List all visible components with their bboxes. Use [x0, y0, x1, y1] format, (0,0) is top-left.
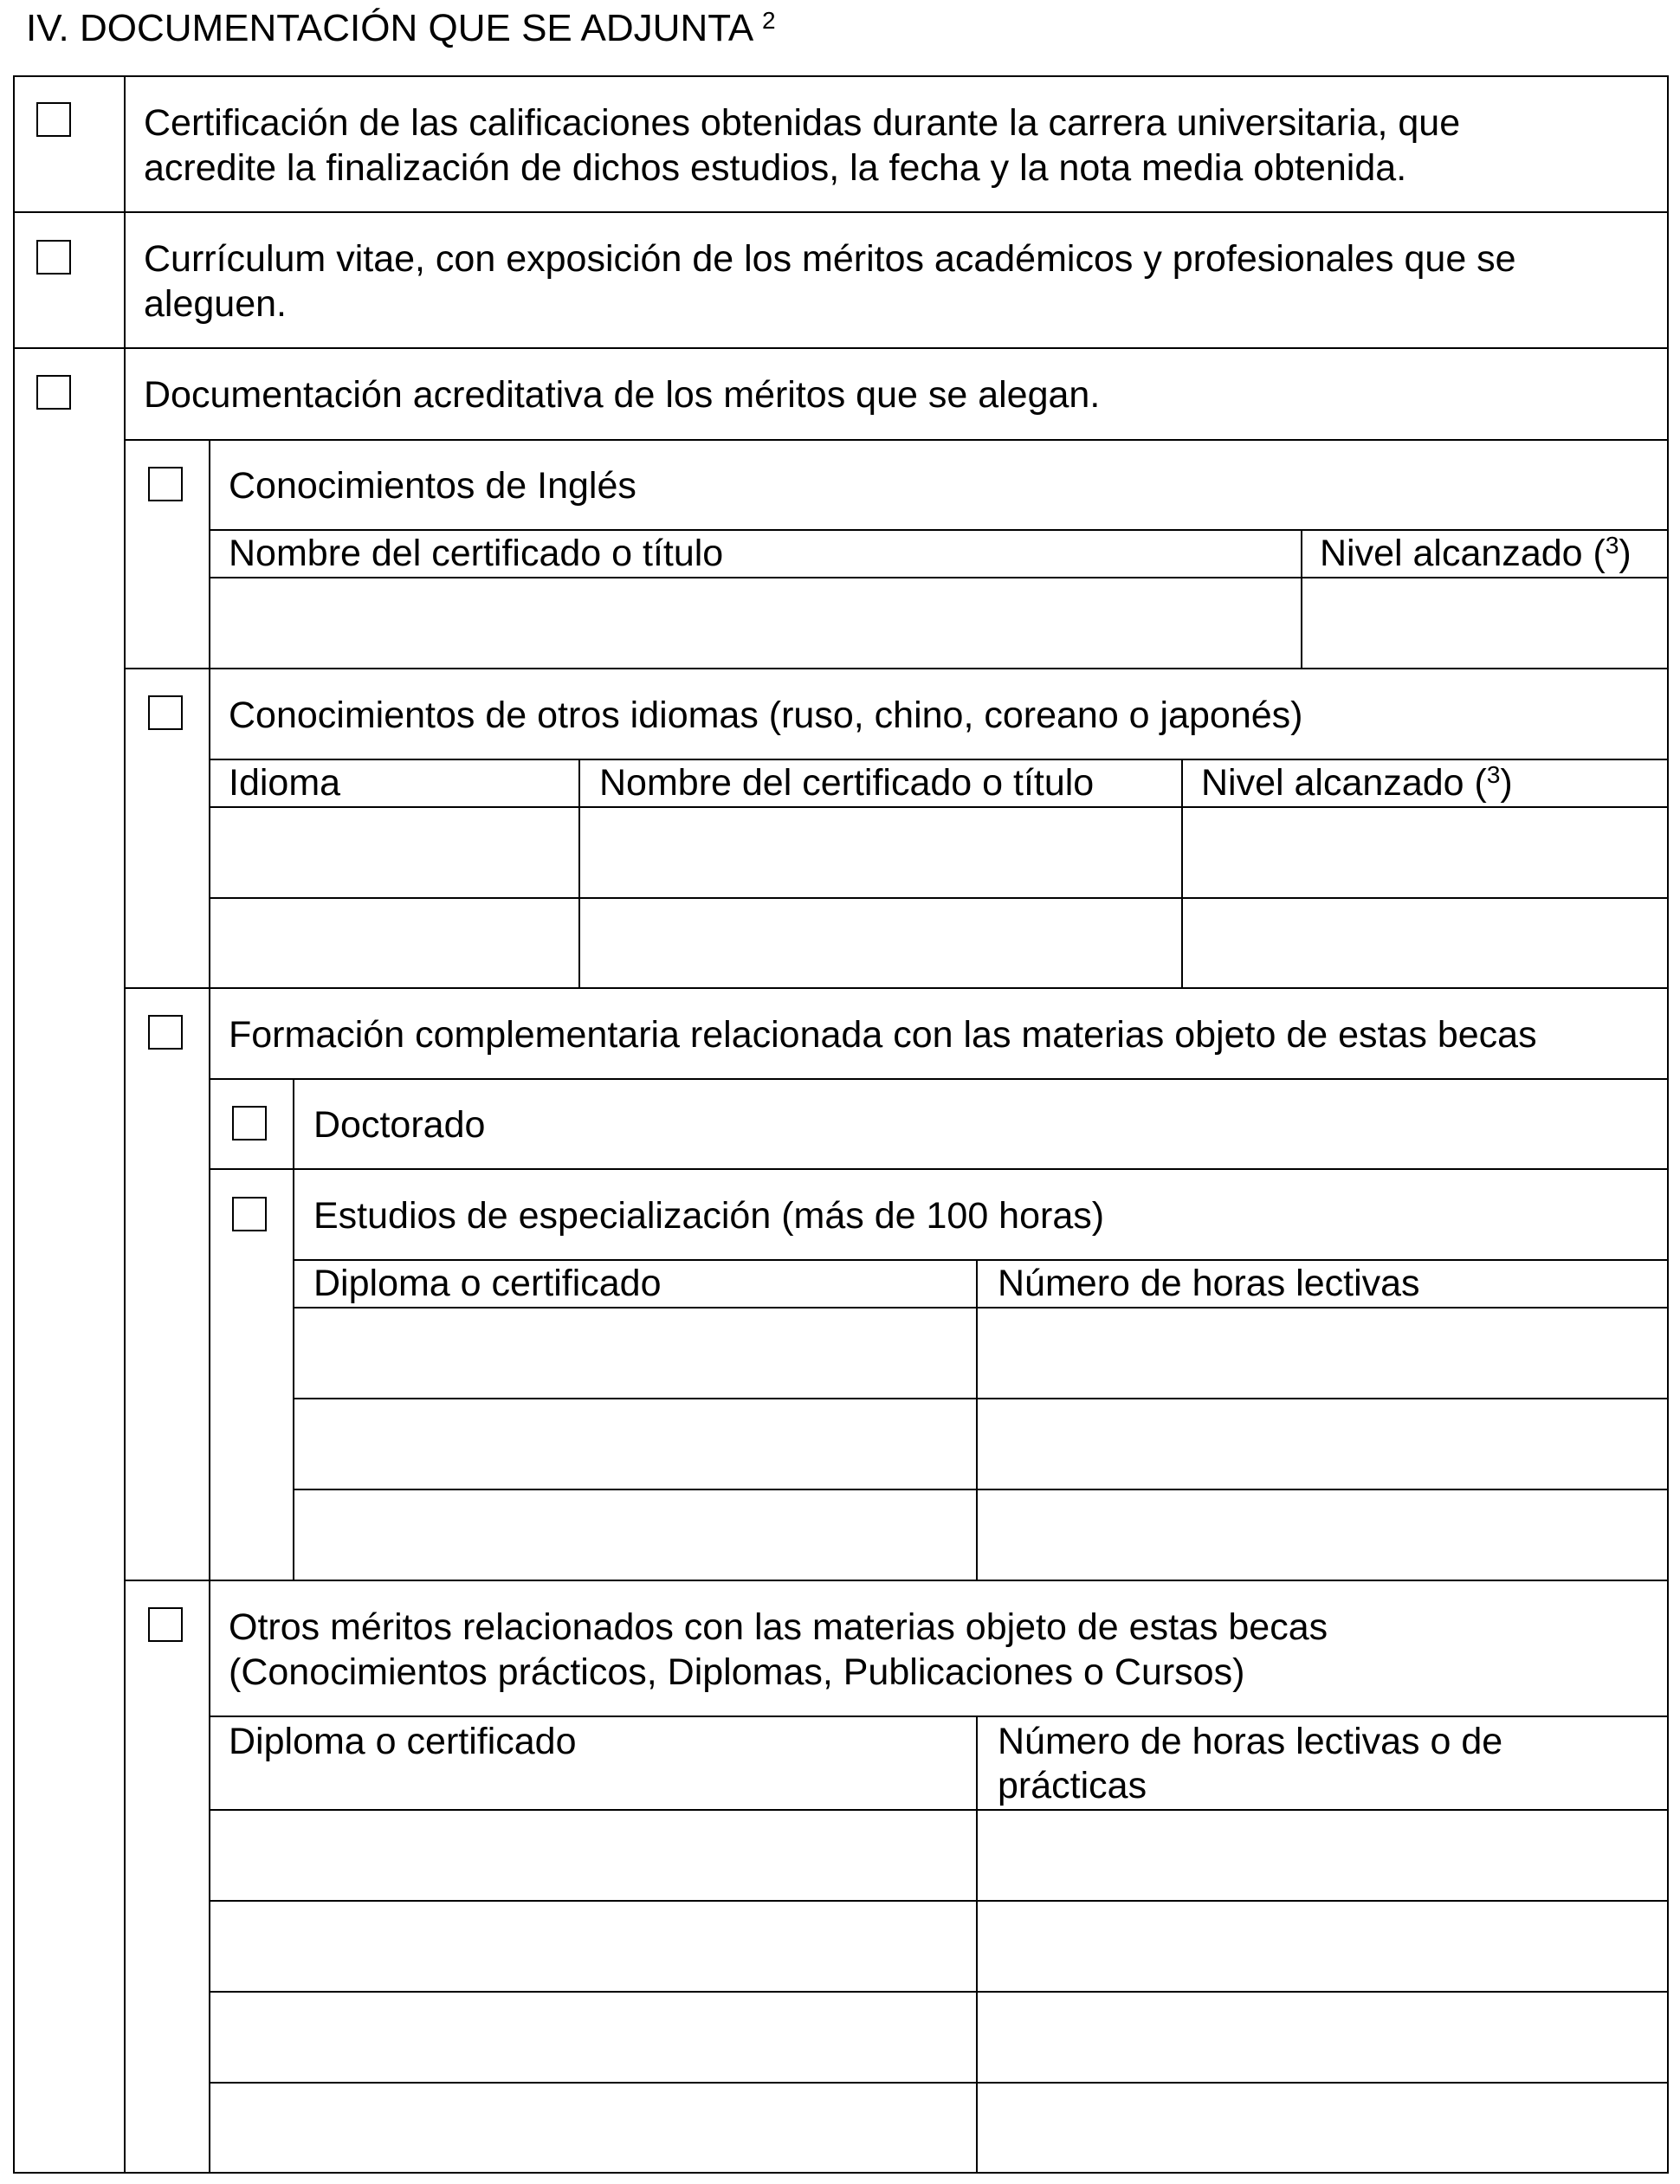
- ingles-block-bottom: [124, 668, 1669, 669]
- idiomas-hdr-top: [209, 759, 1669, 760]
- meritos-checkbox[interactable]: [36, 375, 71, 410]
- idiomas-row1-nombre-input[interactable]: [580, 808, 1181, 897]
- espec-hdr-top: [293, 1259, 1669, 1261]
- formacion-block-bottom: [124, 1580, 1669, 1581]
- espec-row1-horas-input[interactable]: [978, 1308, 1667, 1398]
- certificacion-line2: acredite la finalización de dichos estudios, la fecha y la nota media obtenida.: [144, 147, 1407, 189]
- idiomas-row2-idioma-input[interactable]: [210, 899, 578, 987]
- curriculum-checkbox[interactable]: [36, 240, 71, 275]
- ingles-hdr-top: [209, 529, 1669, 531]
- idiomas-row2-nivel-input[interactable]: [1183, 899, 1667, 987]
- otros-row3-horas-input[interactable]: [978, 1993, 1667, 2082]
- table-border-top: [13, 75, 1669, 77]
- ingles-col-nivel-note: 3: [1605, 532, 1619, 559]
- especializacion-label: Estudios de especialización (más de 100 horas): [313, 1195, 1105, 1237]
- otros-row1-horas-input[interactable]: [978, 1811, 1667, 1900]
- idiomas-col-nivel-close: ): [1500, 762, 1513, 804]
- otros-col-horas-line2: prácticas: [998, 1765, 1147, 1806]
- doctorado-label: Doctorado: [313, 1104, 486, 1146]
- ingles-checkbox[interactable]: [148, 467, 183, 501]
- idiomas-row2-nombre-input[interactable]: [580, 899, 1181, 987]
- ingles-input-nombre[interactable]: [210, 578, 1301, 668]
- doctorado-checkbox[interactable]: [232, 1106, 267, 1140]
- idiomas-checkbox[interactable]: [148, 695, 183, 730]
- certificacion-line1: Certificación de las calificaciones obtenidas durante la carrera universitaria, que: [144, 102, 1461, 144]
- idiomas-col-nivel-note: 3: [1486, 761, 1501, 788]
- idiomas-col-idioma: Idioma: [229, 762, 341, 804]
- espec-row1-diploma-input[interactable]: [294, 1308, 976, 1398]
- otros-meritos-line1: Otros méritos relacionados con las materias objeto de estas becas: [229, 1606, 1328, 1648]
- espec-row3-diploma-input[interactable]: [294, 1490, 976, 1580]
- meritos-label: Documentación acreditativa de los méritos que se alegan.: [144, 374, 1101, 416]
- espec-col-diploma: Diploma o certificado: [313, 1263, 662, 1304]
- espec-row2-diploma-input[interactable]: [294, 1399, 976, 1489]
- idiomas-row1-nivel-input[interactable]: [1183, 808, 1667, 897]
- idiomas-block-bottom: [124, 987, 1669, 989]
- table-border-left: [13, 75, 15, 2174]
- certificacion-checkbox[interactable]: [36, 102, 71, 137]
- otros-row1-diploma-input[interactable]: [210, 1811, 976, 1900]
- formacion-label: Formación complementaria relacionada con las materias objeto de estas becas: [229, 1014, 1537, 1056]
- otros-row2-horas-input[interactable]: [978, 1902, 1667, 1991]
- row-divider-1: [13, 211, 1669, 213]
- table-border-bottom: [13, 2172, 1669, 2174]
- especializacion-checkbox[interactable]: [232, 1197, 267, 1231]
- ingles-col-nivel-close: ): [1619, 533, 1632, 574]
- meritos-divider: [124, 439, 1669, 441]
- ingles-col-nombre: Nombre del certificado o título: [229, 533, 724, 574]
- otros-hdr-top: [209, 1716, 1669, 1717]
- section-title-text: IV. DOCUMENTACIÓN QUE SE ADJUNTA: [26, 7, 752, 49]
- ingles-col-nivel-text: Nivel alcanzado (: [1320, 533, 1606, 574]
- otros-meritos-checkbox[interactable]: [148, 1607, 183, 1642]
- curriculum-line1: Currículum vitae, con exposición de los méritos académicos y profesionales que se: [144, 238, 1516, 280]
- ingles-label: Conocimientos de Inglés: [229, 465, 636, 507]
- ingles-input-nivel[interactable]: [1302, 578, 1667, 668]
- idiomas-col-nombre: Nombre del certificado o título: [599, 762, 1095, 804]
- espec-row2-horas-input[interactable]: [978, 1399, 1667, 1489]
- table-border-right: [1667, 75, 1669, 2174]
- otros-row4-diploma-input[interactable]: [210, 2084, 976, 2172]
- col1-divider: [124, 75, 126, 2174]
- idiomas-label: Conocimientos de otros idiomas (ruso, chino, coreano o japonés): [229, 695, 1303, 736]
- espec-row3-horas-input[interactable]: [978, 1490, 1667, 1580]
- section-title: [26, 7, 776, 50]
- formacion-checkbox[interactable]: [148, 1015, 183, 1050]
- otros-col-diploma: Diploma o certificado: [229, 1721, 577, 1762]
- otros-row2-diploma-input[interactable]: [210, 1902, 976, 1991]
- idiomas-col-nivel: [1201, 761, 1513, 804]
- otros-row4-horas-input[interactable]: [978, 2084, 1667, 2172]
- idiomas-col-nivel-text: Nivel alcanzado (: [1201, 762, 1487, 804]
- otros-row3-diploma-input[interactable]: [210, 1993, 976, 2082]
- otros-col-horas-line1: Número de horas lectivas o de: [998, 1721, 1503, 1762]
- espec-col-horas: Número de horas lectivas: [998, 1263, 1420, 1304]
- row-divider-2: [13, 347, 1669, 349]
- idiomas-row1-idioma-input[interactable]: [210, 808, 578, 897]
- ingles-col-nivel: [1320, 532, 1632, 575]
- formacion-divider: [209, 1078, 1669, 1080]
- otros-meritos-line2: (Conocimientos prácticos, Diplomas, Publicaciones o Cursos): [229, 1651, 1245, 1693]
- doctorado-divider: [209, 1168, 1669, 1170]
- section-title-footnote: 2: [762, 7, 776, 34]
- curriculum-line2: aleguen.: [144, 283, 287, 325]
